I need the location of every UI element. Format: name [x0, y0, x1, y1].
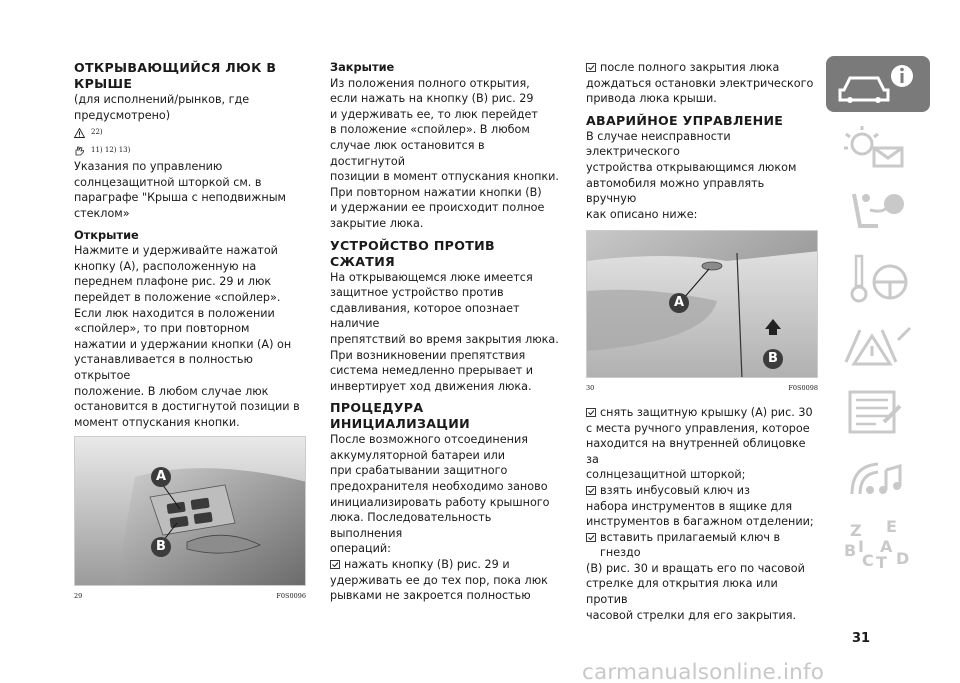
index-letter: B	[844, 541, 857, 560]
list-text: снять защитную крышку (A) рис. 30	[600, 405, 813, 419]
text-line: находится на внутренней облицовке за	[586, 437, 806, 466]
figure-caption	[586, 381, 818, 397]
text-line: переднем плафоне рис. 29 и люк	[74, 275, 272, 289]
index-letter: T	[876, 553, 887, 572]
text-line: препятствий во время закрытия люка.	[330, 332, 559, 346]
callout-a: A	[151, 467, 171, 487]
text-line: защитное устройство против	[330, 286, 504, 300]
figure-image	[586, 230, 818, 378]
text-line: Указания по управлению	[74, 160, 223, 174]
list-text: взять инбусовый ключ из	[600, 483, 751, 497]
heading-line: УСТРОЙСТВО ПРОТИВ	[330, 237, 495, 253]
text-line: При повторном нажатии кнопки (B)	[330, 185, 542, 199]
heading-line: СЖАТИЯ	[330, 253, 396, 269]
text-line: удерживать ее до тех пор, пока люк	[330, 573, 548, 587]
figure-number: 29	[74, 592, 83, 601]
text-line: если нажать на кнопку (B) рис. 29	[330, 92, 534, 106]
text-line: дождаться остановки электрического	[586, 76, 814, 90]
list-text: вставить прилагаемый ключ в гнездо	[600, 530, 781, 560]
text-line: Если люк находится в положении	[74, 306, 275, 320]
subheading-open: Открытие	[74, 227, 139, 242]
text-line: люка. Последовательность выполнения	[330, 511, 492, 540]
tab-car-info[interactable]	[826, 56, 930, 112]
text-line: В случае неисправности электрического	[586, 129, 731, 159]
text-line: После возможного отсоединения	[330, 433, 528, 447]
list-item	[586, 60, 818, 76]
checkbox-bullet-icon	[586, 408, 596, 417]
maintenance-docs-icon	[826, 384, 930, 440]
warning-lights-icon	[826, 120, 930, 176]
text-line: При возникновении препятствия	[330, 348, 526, 362]
checkbox-bullet-icon	[586, 63, 596, 72]
text-line: и удерживать ее, то люк перейдет	[330, 107, 538, 121]
text-line: солнцезащитной шторкой см. в	[74, 175, 262, 189]
warning-ref[interactable]: 22)	[91, 128, 103, 137]
figure-30	[586, 230, 818, 397]
text-line: «спойлер», то при повторном	[74, 322, 250, 336]
car-info-icon	[826, 56, 930, 112]
caution-hand-icon	[74, 146, 85, 156]
list-item	[330, 557, 562, 573]
index-letter: C	[862, 551, 874, 570]
section-title	[74, 60, 306, 92]
watermark-text: carmanualsonline.info	[582, 660, 825, 683]
steering-keys-icon	[826, 252, 930, 308]
text-line: положение. В любом случае люк	[74, 384, 269, 398]
text-line: Нажмите и удерживайте нажатой	[74, 244, 278, 258]
text-line: случае люк остановится в достигнутой	[330, 138, 485, 168]
figure-code: F0S0098	[788, 384, 818, 393]
checkbox-bullet-icon	[330, 560, 340, 569]
tab-warning-lights[interactable]	[826, 120, 930, 176]
callout-b: B	[763, 349, 783, 369]
callout-b: B	[151, 537, 171, 557]
text-line: привода люка крыши.	[586, 92, 717, 106]
text-line: Из положения полного открытия,	[330, 76, 530, 90]
heading-antipinch	[330, 238, 562, 270]
heading-init	[330, 400, 562, 432]
text-line: рывками не закроется полностью	[330, 589, 531, 603]
tab-starting-driving[interactable]	[826, 252, 930, 308]
airbag-seat-icon	[826, 186, 930, 242]
index-letter: I	[858, 537, 864, 556]
text-line: с места ручного управления, которое	[586, 421, 810, 435]
text-line: инструментов в багажном отделении;	[586, 515, 814, 529]
text-line: предусмотрено)	[74, 108, 171, 122]
warning-ref-row	[74, 125, 306, 141]
text-line: сдавливания, которое опознает наличие	[330, 301, 520, 331]
text-line: система немедленно прерывает и	[330, 364, 534, 378]
text-line: остановится в достигнутой позиции в	[74, 400, 300, 414]
text-line: стрелке для открытия люка или против	[586, 577, 778, 607]
text-line: На открывающемся люке имеется	[330, 270, 533, 284]
list-item	[586, 405, 818, 421]
text-line: (B) рис. 30 и вращать его по часовой	[586, 561, 805, 575]
index-letter: Z	[850, 521, 862, 540]
text-line: инвертирует ход движения люка.	[330, 379, 532, 393]
figure-number: 30	[586, 384, 595, 393]
text-line: операций:	[330, 542, 391, 556]
subheading-close: Закрытие	[330, 60, 395, 74]
road-hazard-icon	[826, 318, 930, 374]
text-line: и удержании ее происходит полное	[330, 201, 545, 215]
list-text: после полного закрытия люка	[600, 61, 780, 74]
text-line: (для исполнений/рынков, где	[74, 93, 250, 106]
title-line: ОТКРЫВАЮЩИЙСЯ ЛЮК В	[74, 60, 277, 75]
tab-safety[interactable]	[826, 186, 930, 242]
checkbox-bullet-icon	[586, 486, 596, 495]
column-left	[74, 58, 306, 605]
figure-caption	[74, 589, 306, 605]
text-line: параграфе "Крыша с неподвижным	[74, 191, 286, 205]
text-line: как описано ниже:	[586, 207, 698, 221]
index-letter: D	[896, 549, 910, 568]
chapter-tabs	[826, 56, 930, 616]
roof-console-illustration	[75, 437, 306, 586]
warning-triangle-icon	[74, 128, 85, 138]
text-line: позиции в момент отпускания кнопки.	[330, 170, 559, 184]
multimedia-icon	[826, 450, 930, 506]
text-line: устройства открывающимся люком	[586, 160, 797, 174]
checkbox-bullet-icon	[586, 533, 596, 542]
text-line: момент отпускания кнопки.	[74, 415, 240, 429]
callout-a: A	[669, 293, 689, 313]
tab-multimedia[interactable]	[826, 450, 930, 506]
figure-image	[74, 436, 306, 586]
text-line: предохранителя необходимо заново	[330, 480, 548, 494]
text-line: нажатии и удержании кнопки (A) он	[74, 337, 292, 351]
page-number: 31	[852, 631, 871, 646]
index-letter: A	[880, 537, 893, 556]
heading-emergency: АВАРИЙНОЕ УПРАВЛЕНИЕ	[586, 112, 784, 128]
list-item	[586, 483, 818, 499]
headliner-illustration	[587, 231, 818, 378]
tab-emergency[interactable]	[826, 318, 930, 374]
text-line: солнцезащитной шторкой;	[586, 468, 746, 482]
heading-line: ПРОЦЕДУРА	[330, 400, 424, 416]
column-middle	[330, 58, 562, 604]
caution-ref-row	[74, 143, 306, 159]
text-line: при срабатывании защитного	[330, 464, 508, 478]
text-line: часовой стрелки для его закрытия.	[586, 608, 797, 622]
text-line: аккумуляторной батареи или	[330, 448, 506, 462]
text-line: устанавливается в полностью открытое	[74, 353, 253, 382]
title-line: КРЫШЕ	[74, 76, 133, 91]
text-line: стеклом»	[74, 206, 130, 220]
text-line: кнопку (A), расположенную на	[74, 259, 257, 273]
tab-maintenance[interactable]	[826, 384, 930, 440]
caution-ref[interactable]: 11) 12) 13)	[91, 146, 131, 155]
text-line: перейдет в положение «спойлер».	[74, 290, 281, 304]
list-item	[586, 530, 818, 561]
column-right	[586, 58, 818, 623]
list-text: нажать кнопку (B) рис. 29 и	[344, 558, 510, 572]
tab-index[interactable]	[826, 516, 930, 572]
figure-code: F0S0096	[276, 592, 306, 601]
text-line: в положение «спойлер». В любом	[330, 123, 530, 137]
figure-29	[74, 436, 306, 605]
text-line: инициализировать работу крышного	[330, 495, 550, 509]
text-line: закрытие люка.	[330, 216, 424, 230]
index-letter: E	[886, 517, 897, 536]
text-line: набора инструментов в ящике для	[586, 499, 793, 513]
text-line: автомобиля можно управлять вручную	[586, 176, 765, 206]
heading-line: ИНИЦИАЛИЗАЦИИ	[330, 416, 470, 432]
index-icon	[826, 516, 930, 572]
